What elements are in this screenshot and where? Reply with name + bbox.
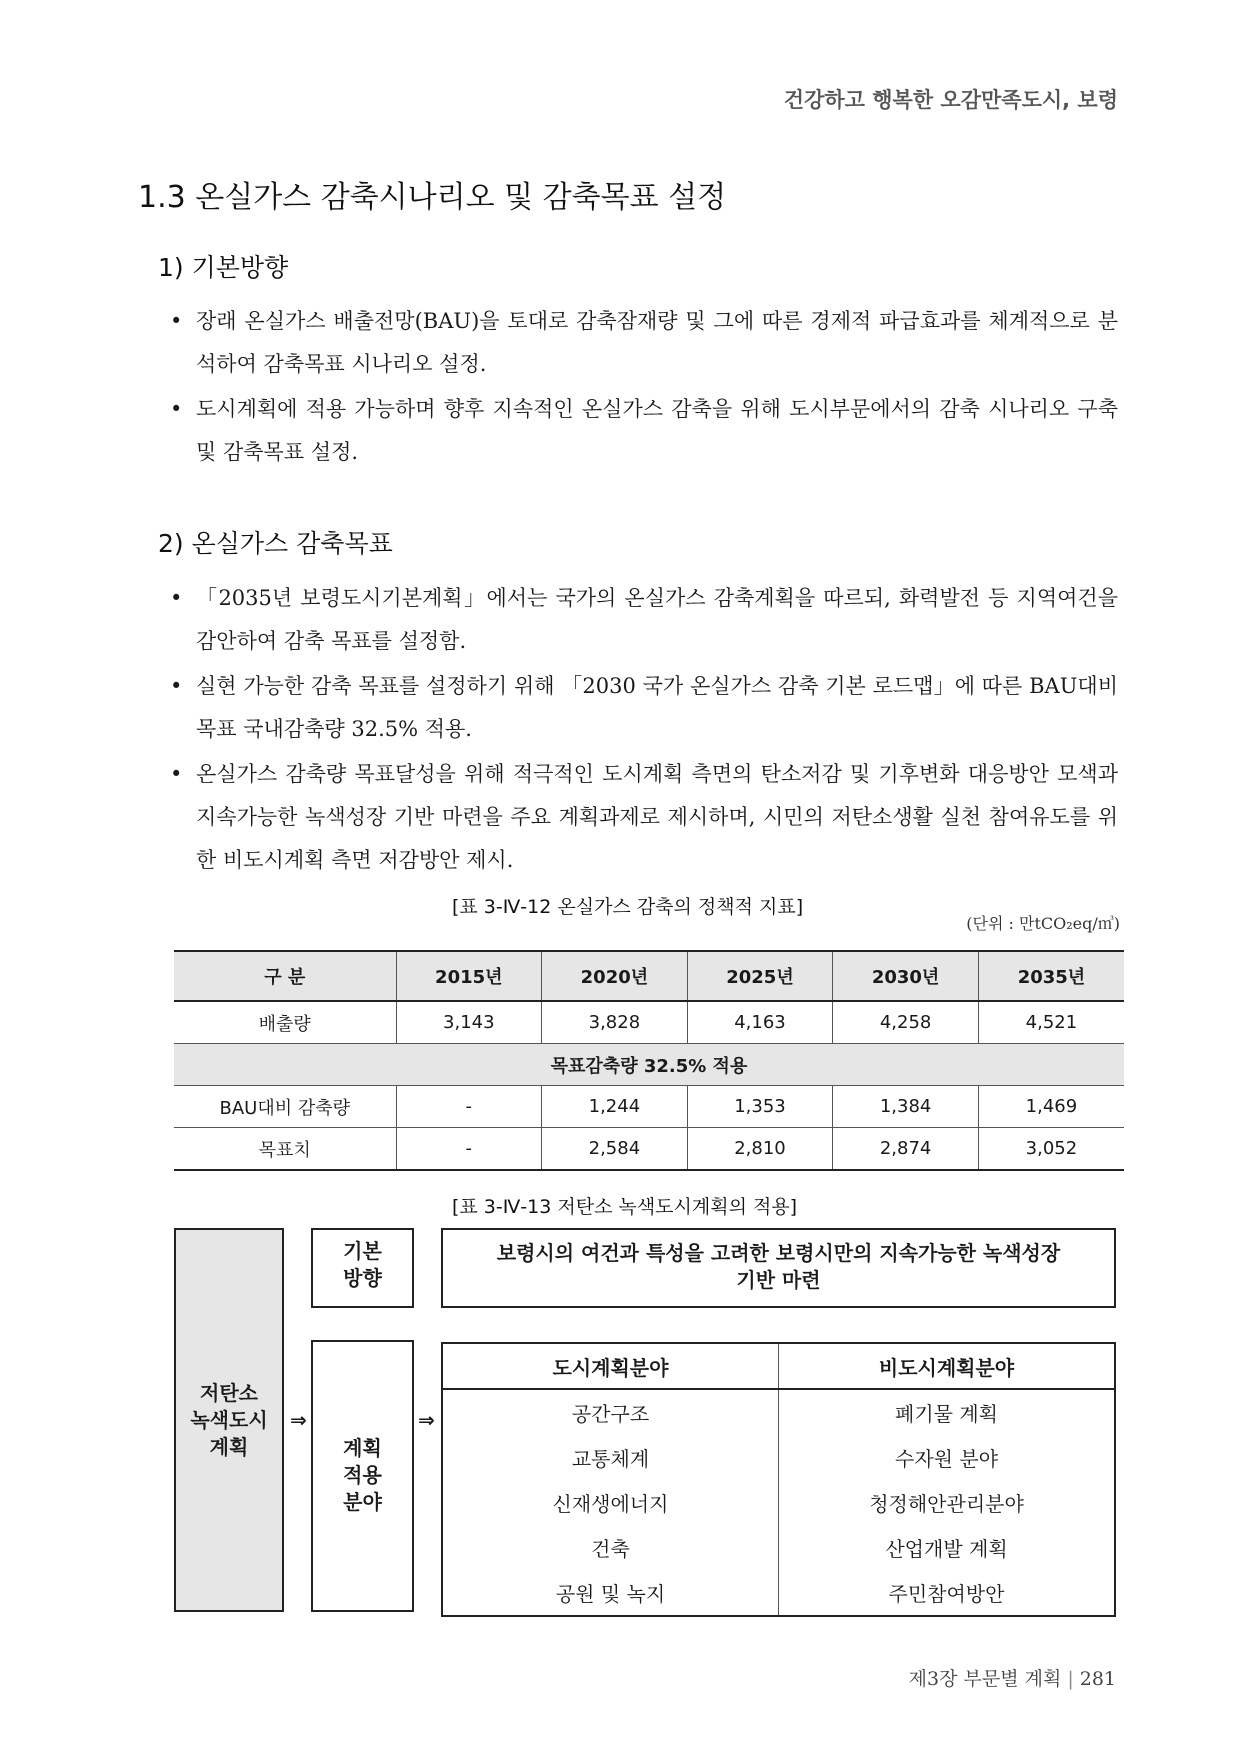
table-cell: 폐기물 계획 [895, 1402, 998, 1426]
policy-indicator-table [174, 950, 1124, 1171]
footer-separator: | [1067, 1668, 1074, 1690]
subsection-title-basic: 1) 기본방향 [158, 253, 289, 282]
table-cell: 4,521 [978, 1001, 1124, 1044]
table-cell: 수자원 분야 [895, 1447, 998, 1471]
table1-caption: [표 3-Ⅳ-12 온실가스 감축의 정책적 지표] [452, 896, 804, 918]
table-row [174, 1128, 1124, 1171]
table-cell: 3,828 [542, 1001, 688, 1044]
column-header: 2025년 [687, 951, 833, 1001]
list-item: • 온실가스 감축량 목표달성을 위해 적극적인 도시계획 측면의 탄소저감 및 기후변화 대응방안 모색과 지속가능한 녹색성장 기반 마련을 주요 계획과제로 제시하며, 시민의 저탄소생활 실천 참여유도를 위한 비도시계획 측면 저감방안 제시. [168, 753, 1118, 882]
table-cell: 신재생에너지 [442, 1480, 779, 1525]
page-number: 281 [1079, 1668, 1116, 1690]
table-cell: 1,384 [833, 1086, 979, 1128]
table-cell: 4,258 [833, 1001, 979, 1044]
table-row [442, 1525, 1115, 1570]
list-item: • 도시계획에 적용 가능하며 향후 지속적인 온실가스 감축을 위해 도시부문에서의 감축 시나리오 구축 및 감축목표 설정. [168, 388, 1118, 474]
table-cell: 주민참여방안 [888, 1582, 1005, 1606]
list-item: • 「2035년 보령도시기본계획」에서는 국가의 온실가스 감축계획을 따르되, 화력발전 등 지역여건을 감안하여 감축 목표를 설정함. [168, 577, 1118, 663]
row-label: 목표치 [174, 1128, 396, 1171]
table-cell: 1,353 [687, 1086, 833, 1128]
column-header: 2015년 [396, 951, 542, 1001]
table-cell: 건축 [442, 1525, 779, 1570]
table-cell: 산업개발 계획 [885, 1537, 1008, 1561]
section-title: 1.3 온실가스 감축시나리오 및 감축목표 설정 [138, 180, 727, 215]
planning-field-table [441, 1342, 1116, 1617]
table-cell: 1,469 [978, 1086, 1124, 1128]
column-header: 비도시계획분야 [779, 1343, 1116, 1389]
table-cell: 4,163 [687, 1001, 833, 1044]
reduction-target-list [168, 577, 1118, 884]
arrow-icon: ⇒ [290, 1408, 307, 1432]
list-item: • 실현 가능한 감축 목표를 설정하기 위해 「2030 국가 온실가스 감축 기본 로드맵」에 따른 BAU대비 목표 국내감축량 32.5% 적용. [168, 665, 1118, 751]
table-row [174, 1086, 1124, 1128]
footer-chapter: 제3장 부문별 계획 [908, 1668, 1062, 1690]
table-cell: 청정해안관리분야 [869, 1492, 1024, 1516]
subsection-title-target: 2) 온실가스 감축목표 [158, 529, 393, 558]
table-row [442, 1480, 1115, 1525]
band-label: 목표감축량 32.5% 적용 [174, 1044, 1124, 1086]
table-band-row [174, 1044, 1124, 1086]
list-item: • 장래 온실가스 배출전망(BAU)을 토대로 감축잠재량 및 그에 따른 경제적 파급효과를 체계적으로 분석하여 감축목표 시나리오 설정. [168, 300, 1118, 386]
table-cell: 공간구조 [442, 1389, 779, 1435]
table-cell: - [396, 1128, 542, 1171]
column-header: 도시계획분야 [442, 1343, 779, 1389]
table-cell: - [396, 1086, 542, 1128]
low-carbon-plan-label: 저탄소 녹색도시 계획 [190, 1381, 268, 1459]
table-cell: 2,874 [833, 1128, 979, 1171]
table-cell: 교통체계 [442, 1435, 779, 1480]
page-footer [909, 1664, 1116, 1691]
table-cell: 2,584 [542, 1128, 688, 1171]
basic-direction-text: 보령시의 여건과 특성을 고려한 보령시만의 지속가능한 녹색성장 기반 마련 [496, 1241, 1061, 1292]
row-label: 배출량 [174, 1001, 396, 1044]
table1-unit: (단위 : 만tCO₂eq/㎥) [966, 914, 1120, 933]
table-cell: 2,810 [687, 1128, 833, 1171]
running-header: 건강하고 행복한 오감만족도시, 보령 [783, 88, 1118, 112]
table-cell: 1,244 [542, 1086, 688, 1128]
row-label: BAU대비 감축량 [174, 1086, 396, 1128]
table-cell: 3,143 [396, 1001, 542, 1044]
column-header: 2035년 [978, 951, 1124, 1001]
table-cell: 3,052 [978, 1128, 1124, 1171]
column-header: 2020년 [542, 951, 688, 1001]
basic-direction-list [168, 300, 1118, 476]
table-row [174, 1001, 1124, 1044]
arrow-icon: ⇒ [418, 1408, 435, 1432]
table-row [442, 1435, 1115, 1480]
table-cell: 공원 및 녹지 [442, 1570, 779, 1616]
table-header-row [442, 1343, 1115, 1389]
column-header: 2030년 [833, 951, 979, 1001]
column-header: 구 분 [174, 951, 396, 1001]
table2-caption: [표 3-Ⅳ-13 저탄소 녹색도시계획의 적용] [452, 1196, 798, 1218]
table-row [442, 1570, 1115, 1616]
basic-direction-label: 기본 방향 [343, 1239, 382, 1290]
planning-field-label: 계획 적용 분야 [343, 1436, 382, 1514]
table-header-row [174, 951, 1124, 1001]
table-row [442, 1389, 1115, 1435]
